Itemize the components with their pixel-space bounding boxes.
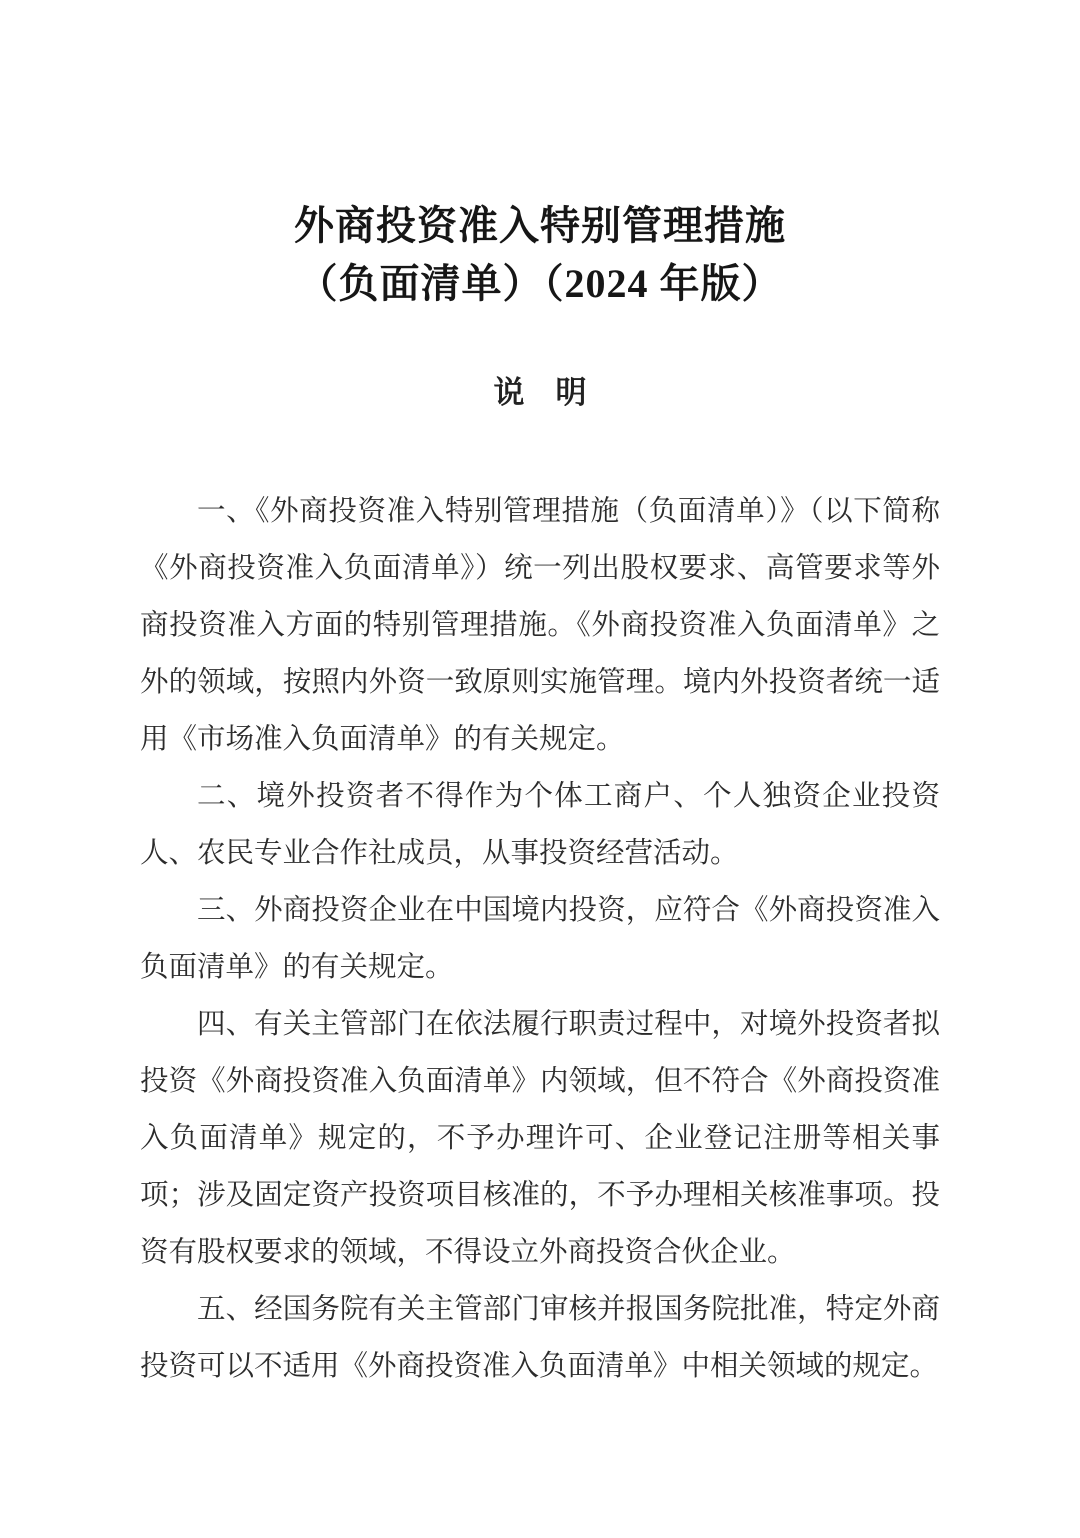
paragraph-2: 二、境外投资者不得作为个体工商户、个人独资企业投资人、农民专业合作社成员，从事投资经营活动。 bbox=[140, 780, 940, 869]
document-title-line2: （负面清单）（2024 年版） bbox=[297, 260, 783, 306]
paragraph-1: 一、《外商投资准入特别管理措施（负面清单）》（以下简称《外商投资准入负面清单》）统一列出股权要求、高管要求等外商投资准入方面的特别管理措施。《外商投资准入负面清单》之外的领域，按照内外资一致原则实施管理。境内外投资者统一适用《市场准入负面清单》的有关规定。 bbox=[140, 495, 940, 755]
document-body bbox=[140, 483, 940, 1395]
paragraph-3: 三、外商投资企业在中国境内投资，应符合《外商投资准入负面清单》的有关规定。 bbox=[140, 894, 940, 983]
paragraph-5: 五、经国务院有关主管部门审核并报国务院批准，特定外商投资可以不适用《外商投资准入负面清单》中相关领域的规定。 bbox=[140, 1293, 940, 1382]
paragraph-4: 四、有关主管部门在依法履行职责过程中，对境外投资者拟投资《外商投资准入负面清单》内领域，但不符合《外商投资准入负面清单》规定的，不予办理许可、企业登记注册等相关事项；涉及固定资产投资项目核准的，不予办理相关核准事项。投资有股权要求的领域，不得设立外商投资合伙企业。 bbox=[140, 1008, 940, 1268]
section-heading: 说 明 bbox=[493, 374, 587, 410]
document-title bbox=[0, 27, 1080, 313]
document-title-line1: 外商投资准入特别管理措施 bbox=[294, 202, 786, 248]
